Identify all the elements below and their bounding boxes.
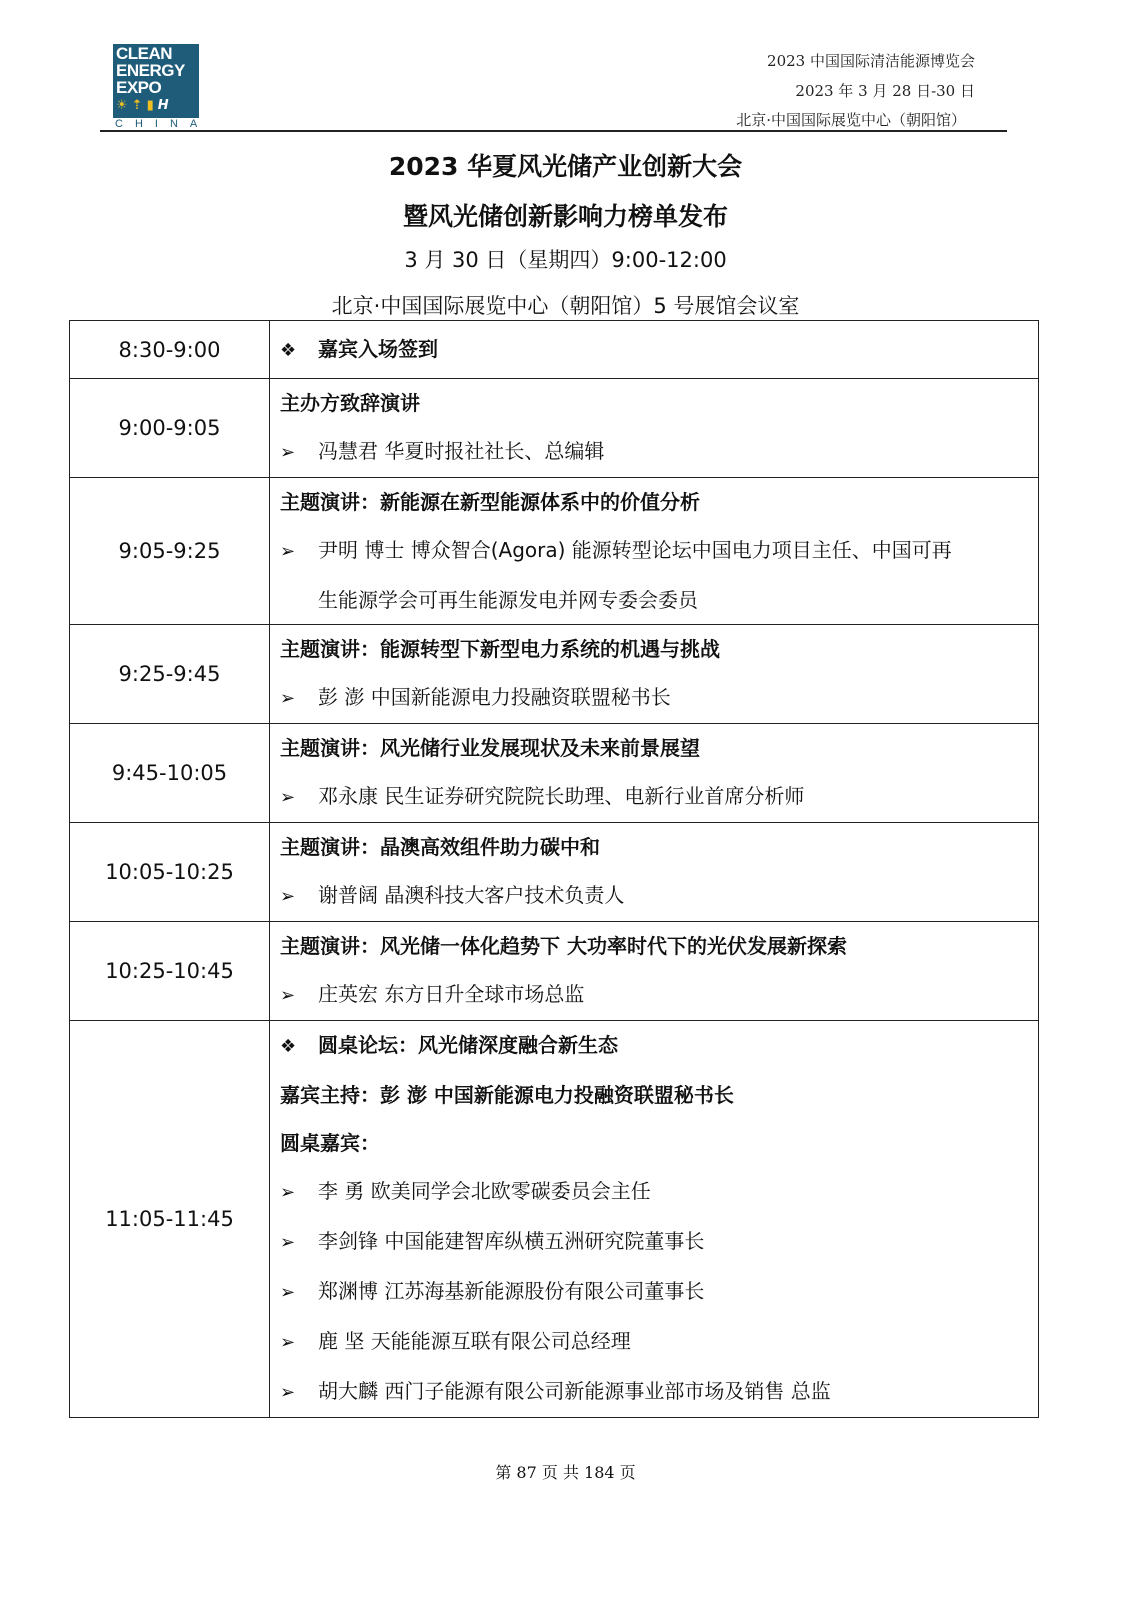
arrow-bullet-icon: ➢ (280, 886, 296, 907)
agenda-time: 8:30-9:00 (70, 321, 270, 379)
agenda-content (270, 321, 1039, 379)
agenda-content (270, 922, 1039, 1021)
agenda-line-text: 谢普阔 晶澳科技大客户技术负责人 (318, 883, 625, 907)
agenda-line (280, 1021, 1038, 1071)
agenda-content (270, 823, 1039, 922)
arrow-bullet-icon: ➢ (280, 787, 296, 808)
agenda-row (70, 823, 1039, 922)
agenda-line (280, 427, 1038, 477)
agenda-content (270, 1021, 1039, 1418)
agenda-line-text: 主题演讲：风光储一体化趋势下 大功率时代下的光伏发展新探索 (280, 934, 847, 958)
logo-box (113, 44, 199, 118)
logo-country: CHINA (115, 118, 210, 130)
logo-text (116, 45, 185, 96)
logo-line-2: ENERGY (116, 61, 185, 80)
agenda-line-text: 李 勇 欧美同学会北欧零碳委员会主任 (318, 1179, 651, 1203)
event-location: 北京·中国国际展览中心（朝阳馆）5 号展馆会议室 (331, 294, 800, 318)
agenda-line-text: 圆桌嘉宾： (280, 1131, 380, 1155)
hydrogen-icon: H (157, 98, 169, 113)
agenda-line (280, 1071, 1038, 1119)
agenda-line-text: 生能源学会可再生能源发电并网专委会委员 (318, 588, 698, 612)
agenda-line (280, 970, 1038, 1020)
title-line-1: 2023 华夏风光储产业创新大会 (388, 152, 743, 181)
agenda-line-text: 胡大麟 西门子能源有限公司新能源事业部市场及销售 总监 (318, 1379, 831, 1403)
agenda-time: 9:25-9:45 (70, 625, 270, 724)
arrow-bullet-icon: ➢ (280, 688, 296, 709)
clean-energy-expo-logo (113, 44, 210, 132)
agenda-line (280, 1367, 1038, 1417)
title-line-2: 暨风光储创新影响力榜单发布 (402, 202, 728, 231)
header-divider (100, 130, 1007, 132)
agenda-line (280, 1167, 1038, 1217)
agenda-line (280, 1217, 1038, 1267)
agenda-row (70, 1021, 1039, 1418)
agenda-line-text: 郑渊博 江苏海基新能源股份有限公司董事长 (318, 1279, 705, 1303)
agenda-line (280, 724, 1038, 772)
agenda-line (280, 325, 1038, 375)
arrow-bullet-icon: ➢ (280, 1282, 296, 1303)
arrow-bullet-icon: ➢ (280, 1382, 296, 1403)
arrow-bullet-icon: ➢ (280, 1232, 296, 1253)
agenda-line-text: 主题演讲：晶澳高效组件助力碳中和 (280, 835, 600, 859)
header-event: 2023 中国国际清洁能源博览会 (767, 52, 975, 70)
arrow-bullet-icon: ➢ (280, 1332, 296, 1353)
arrow-bullet-icon: ➢ (280, 985, 296, 1006)
agenda-line-text: 圆桌论坛：风光储深度融合新生态 (318, 1033, 618, 1057)
agenda-content (270, 625, 1039, 724)
agenda-line-text: 冯慧君 华夏时报社社长、总编辑 (318, 439, 605, 463)
agenda-line (280, 625, 1038, 673)
agenda-line-text: 彭 澎 中国新能源电力投融资联盟秘书长 (318, 685, 671, 709)
page-number: 第 87 页 共 184 页 (495, 1463, 636, 1482)
agenda-line (280, 526, 1038, 576)
agenda-row (70, 724, 1039, 823)
sun-icon: ☀ (116, 98, 128, 113)
agenda-line-text: 主题演讲：新能源在新型能源体系中的价值分析 (280, 490, 700, 514)
agenda-content (270, 724, 1039, 823)
header-dates: 2023 年 3 月 28 日-30 日 (795, 82, 975, 100)
agenda-line-text: 邓永康 民生证券研究院院长助理、电新行业首席分析师 (318, 784, 805, 808)
agenda-line (280, 922, 1038, 970)
diamond-bullet-icon: ❖ (280, 339, 297, 361)
agenda-time: 9:00-9:05 (70, 379, 270, 478)
agenda-line (280, 1317, 1038, 1367)
agenda-line-text: 主题演讲：能源转型下新型电力系统的机遇与挑战 (280, 637, 720, 661)
agenda-row (70, 478, 1039, 625)
agenda-table (69, 320, 1039, 1418)
arrow-bullet-icon: ➢ (280, 442, 296, 463)
agenda-line-text: 主办方致辞演讲 (280, 391, 420, 415)
agenda-line (280, 871, 1038, 921)
agenda-line (280, 1267, 1038, 1317)
agenda-line-text: 主题演讲：风光储行业发展现状及未来前景展望 (280, 736, 700, 760)
agenda-line (280, 379, 1038, 427)
header-venue: 北京·中国国际展览中心（朝阳馆） (736, 111, 966, 129)
agenda-line (280, 576, 1038, 624)
arrow-bullet-icon: ➢ (280, 541, 296, 562)
arrow-bullet-icon: ➢ (280, 1182, 296, 1203)
agenda-time: 10:05-10:25 (70, 823, 270, 922)
agenda-line (280, 823, 1038, 871)
agenda-row (70, 625, 1039, 724)
agenda-line (280, 478, 1038, 526)
battery-icon: ▮ (146, 98, 154, 113)
agenda-row (70, 321, 1039, 379)
agenda-line-text: 李剑锋 中国能建智库纵横五洲研究院董事长 (318, 1229, 705, 1253)
logo-line-3: EXPO (116, 78, 162, 97)
agenda-line-text: 嘉宾主持：彭 澎 中国新能源电力投融资联盟秘书长 (280, 1083, 734, 1107)
agenda-content (270, 379, 1039, 478)
agenda-time: 11:05-11:45 (70, 1021, 270, 1418)
logo-line-1: CLEAN (116, 44, 173, 63)
agenda-time: 9:05-9:25 (70, 478, 270, 625)
agenda-time: 10:25-10:45 (70, 922, 270, 1021)
agenda-row (70, 379, 1039, 478)
agenda-body (70, 321, 1039, 1418)
wind-icon: ⇡ (131, 98, 143, 113)
logo-icons (116, 96, 196, 116)
agenda-line-text: 鹿 坚 天能能源互联有限公司总经理 (318, 1329, 631, 1353)
diamond-bullet-icon: ❖ (280, 1036, 297, 1057)
agenda-line (280, 673, 1038, 723)
agenda-line-text: 庄英宏 东方日升全球市场总监 (318, 982, 585, 1006)
agenda-line-text: 嘉宾入场签到 (318, 336, 438, 361)
agenda-line-text: 尹明 博士 博众智合(Agora) 能源转型论坛中国电力项目主任、中国可再 (318, 538, 952, 562)
event-datetime: 3 月 30 日（星期四）9:00-12:00 (404, 248, 727, 272)
agenda-content (270, 478, 1039, 625)
agenda-row (70, 922, 1039, 1021)
agenda-time: 9:45-10:05 (70, 724, 270, 823)
agenda-line (280, 1119, 1038, 1167)
agenda-line (280, 772, 1038, 822)
